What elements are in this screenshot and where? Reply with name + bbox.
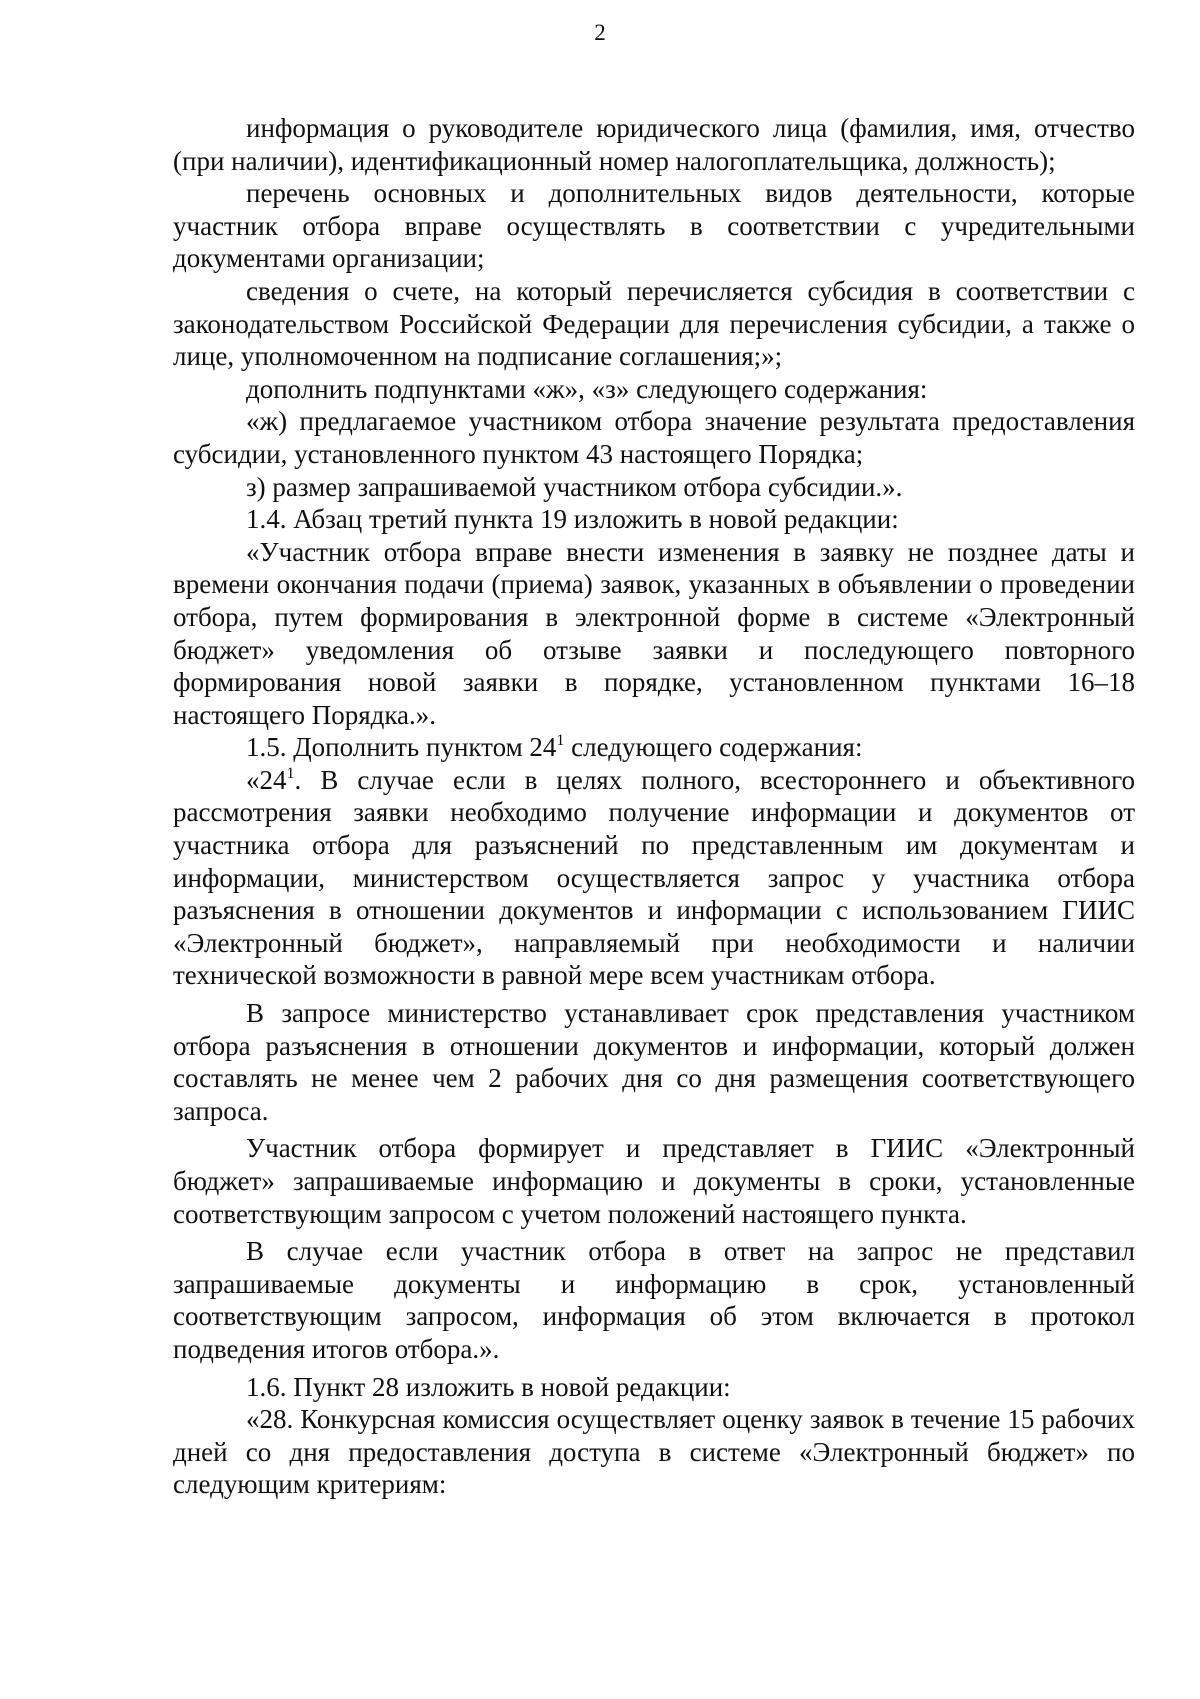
paragraph (173, 764, 1135, 992)
paragraph-text: . В случае если в целях полного, всестороннего и объективного рассмотрения заявки необходимо получение информации и документов от участника отбора для разъяснений по представленным им документам и информации, министерством осуществляется запрос у участника отбора разъяснения в отношении документов и информации с использованием ГИИС «Электронный бюджет», направляемый при необходимости и наличии технической возможности в равной мере всем участникам отбора. (173, 764, 1135, 991)
paragraph: «Участник отбора вправе внести изменения в заявку не позднее даты и времени окончания подачи (приема) заявок, указанных в объявлении о проведении отбора, путем формирования в электронной форме в системе «Электронный бюджет» уведомления об отзыве заявки и последующего повторного формирования новой заявки в порядке, установленном пунктами 16–18 настоящего Порядка.». (173, 536, 1135, 730)
page-number: 2 (594, 20, 606, 45)
paragraph: «28. Конкурсная комиссия осуществляет оценку заявок в течение 15 рабочих дней со дня предоставления доступа в системе «Электронный бюджет» по следующим критериям: (173, 1404, 1135, 1500)
paragraph: сведения о счете, на который перечисляется субсидия в соответствии с законодательством Российской Федерации для перечисления субсидии, а также о лице, уполномоченном на подписание соглашения;»; (173, 275, 1135, 372)
paragraph-text: «24 (246, 764, 287, 795)
paragraph: перечень основных и дополнительных видов деятельности, которые участник отбора вправе осуществлять в соответствии с учредительными документами организации; (173, 178, 1135, 274)
paragraph-text: 1.5. Дополнить пунктом 24 (246, 732, 557, 763)
paragraph: «ж) предлагаемое участником отбора значение результата предоставления субсидии, установленного пунктом 43 настоящего Порядка; (173, 406, 1135, 469)
paragraph: информация о руководителе юридического лица (фамилия, имя, отчество (при наличии), идентификационный номер налогоплательщика, должность); (173, 113, 1135, 176)
paragraph: 1.4. Абзац третий пункта 19 изложить в новой редакции: (246, 504, 899, 535)
paragraph: В запросе министерство устанавливает срок представления участником отбора разъяснения в отношении документов и информации, который должен составлять не менее чем 2 рабочих дня со дня размещения соответствующего запроса. (173, 998, 1135, 1126)
paragraph: Участник отбора формирует и представляет в ГИИС «Электронный бюджет» запрашиваемые информацию и документы в сроки, установленные соответствующим запросом с учетом положений настоящего пункта. (173, 1133, 1135, 1229)
paragraph-text: следующего содержания: (564, 732, 863, 763)
superscript: 1 (556, 732, 565, 750)
paragraph: дополнить подпунктами «ж», «з» следующего содержания: (246, 373, 928, 404)
paragraph: 1.6. Пункт 28 изложить в новой редакции: (246, 1371, 731, 1402)
document-body (173, 112, 1135, 1501)
paragraph: В случае если участник отбора в ответ на запрос не представил запрашиваемые документы и информацию в срок, установленный соответствующим запросом, информация об этом включается в протокол подведения итогов отбора.». (173, 1236, 1135, 1364)
paragraph: з) размер запрашиваемой участником отбора субсидии.». (246, 471, 903, 502)
paragraph (173, 731, 1135, 764)
superscript: 1 (286, 764, 295, 782)
